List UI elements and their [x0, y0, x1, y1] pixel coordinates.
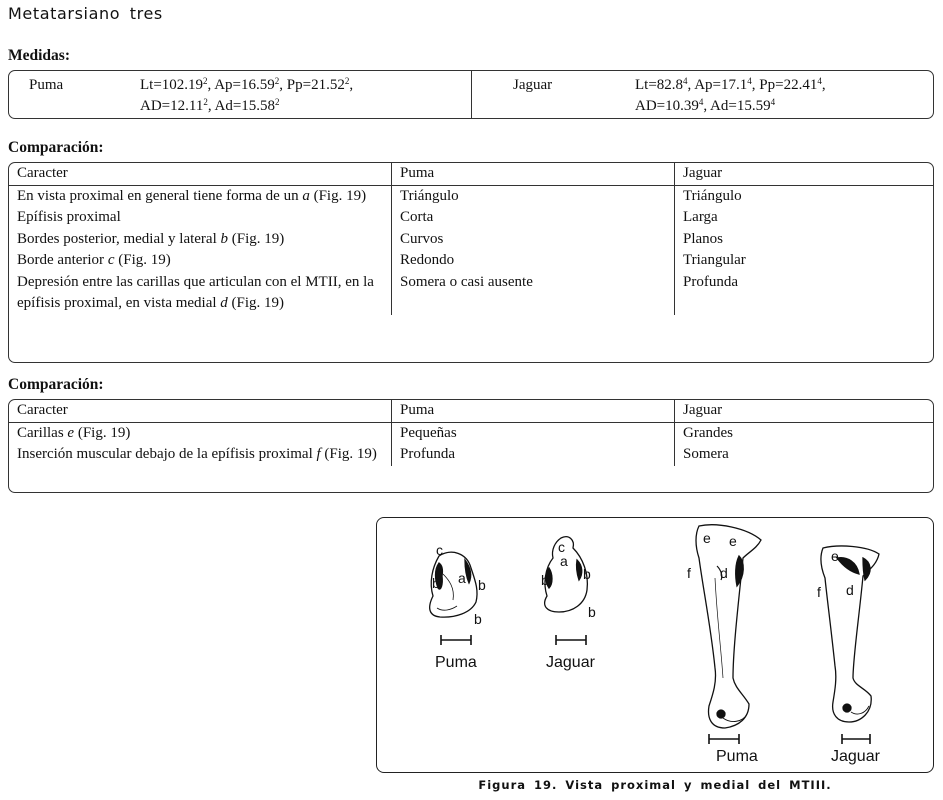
header-puma: Puma [392, 400, 675, 422]
letter-b: b [541, 572, 549, 588]
letter-e: e [831, 548, 839, 564]
letter-a: a [560, 553, 568, 569]
header-jaguar: Jaguar [675, 163, 934, 185]
table-row [9, 272, 933, 315]
comparison2-table [8, 399, 934, 493]
figure-label-jaguar-medial: Jaguar [831, 748, 880, 765]
header-jaguar: Jaguar [675, 400, 934, 422]
letter-c: c [558, 539, 565, 555]
letter-b: b [474, 611, 482, 627]
figure-label-puma-medial: Puma [716, 748, 758, 765]
letter-b: b [583, 566, 591, 582]
cell-puma: Pequeñas [392, 422, 675, 444]
figure-illustration [377, 518, 934, 773]
letter-e: e [729, 533, 737, 549]
header-caracter: Caracter [9, 400, 392, 422]
measures-puma-line1: $Lt=102.19^2$, $Ap=16.59^2$, $Pp=21.52^2$, [140, 76, 354, 93]
cell-jaguar: Triángulo [675, 185, 934, 207]
cell-puma: Triángulo [392, 185, 675, 207]
measures-divider [471, 71, 472, 118]
comparison2-heading: Comparación: [8, 376, 104, 393]
letter-b: b [432, 575, 440, 591]
comparison1-heading: Comparación: [8, 139, 104, 156]
measures-puma-name: Puma [29, 77, 64, 93]
measures-jaguar-name: Jaguar [513, 77, 553, 93]
letter-c: c [436, 542, 443, 558]
measures-jaguar-line1: $Lt=82.8^4$, $Ap=17.1^4$, $Pp=22.41^4$, [635, 76, 826, 93]
table-row [9, 185, 933, 207]
page-title: Metatarsiano tres [8, 4, 163, 23]
figure-label-jaguar-proximal: Jaguar [546, 654, 595, 671]
cell-caracter: Inserción muscular debajo de la epífisis proximal f (Fig. 19) [17, 446, 377, 462]
cell-caracter: Borde anterior c (Fig. 19) [17, 252, 171, 268]
cell-jaguar: Planos [675, 229, 934, 251]
figure-caption: Figura 19. Vista proximal y medial del MTIII. [478, 778, 832, 792]
scale-bar [709, 734, 739, 744]
cell-caracter: En vista proximal en general tiene forma de un a (Fig. 19) [17, 187, 367, 204]
comparison1-grid [9, 163, 933, 315]
cell-caracter: Carillas e (Fig. 19) [17, 424, 131, 441]
table-row [9, 229, 933, 251]
cell-puma: Redondo [392, 250, 675, 272]
cell-caracter: Bordes posterior, medial y lateral b (Fig. 19) [17, 230, 285, 247]
comparison2-grid [9, 400, 933, 466]
letter-e: e [703, 530, 711, 546]
cell-puma: Somera o casi ausente [392, 272, 675, 315]
header-puma: Puma [392, 163, 675, 185]
scale-bar [441, 635, 471, 645]
cell-puma: Profunda [392, 444, 675, 466]
letter-b: b [478, 577, 486, 593]
letter-e: e [863, 559, 871, 575]
puma-medial-bone [696, 525, 761, 728]
measures-jaguar-line2: $AD=10.39^4$, $Ad=15.59^4$ [635, 97, 776, 114]
table-row [9, 250, 933, 272]
table-row [9, 422, 933, 444]
header-caracter: Caracter [9, 163, 392, 185]
letter-f: f [817, 584, 821, 600]
cell-jaguar: Profunda [675, 272, 934, 315]
table-header-row [9, 163, 933, 185]
scale-bar [556, 635, 586, 645]
measures-puma-line2: $AD=12.11^2$, $Ad=15.58^2$ [140, 97, 280, 114]
figure-19 [376, 517, 934, 773]
comparison1-table [8, 162, 934, 363]
figure-label-puma-proximal: Puma [435, 654, 477, 671]
table-header-row [9, 400, 933, 422]
cell-puma: Curvos [392, 229, 675, 251]
cell-jaguar: Somera [675, 444, 934, 466]
letter-d: d [720, 565, 728, 581]
cell-caracter: Depresión entre las carillas que articulan con el MTII, en la epífisis proximal, en vista medial d (Fig. 19) [17, 273, 374, 311]
measures-heading: Medidas: [8, 47, 70, 64]
cell-caracter: Epífisis proximal [17, 209, 121, 225]
letter-b: b [588, 604, 596, 620]
jaguar-proximal-bone [545, 537, 588, 612]
cell-jaguar: Grandes [675, 422, 934, 444]
letter-d: d [846, 582, 854, 598]
measures-box [8, 70, 934, 119]
letter-f: f [687, 565, 691, 581]
table-row [9, 444, 933, 466]
table-row [9, 207, 933, 229]
cell-puma: Corta [392, 207, 675, 229]
letter-a: a [458, 570, 466, 586]
cell-jaguar: Triangular [675, 250, 934, 272]
cell-jaguar: Larga [675, 207, 934, 229]
scale-bar [842, 734, 870, 744]
